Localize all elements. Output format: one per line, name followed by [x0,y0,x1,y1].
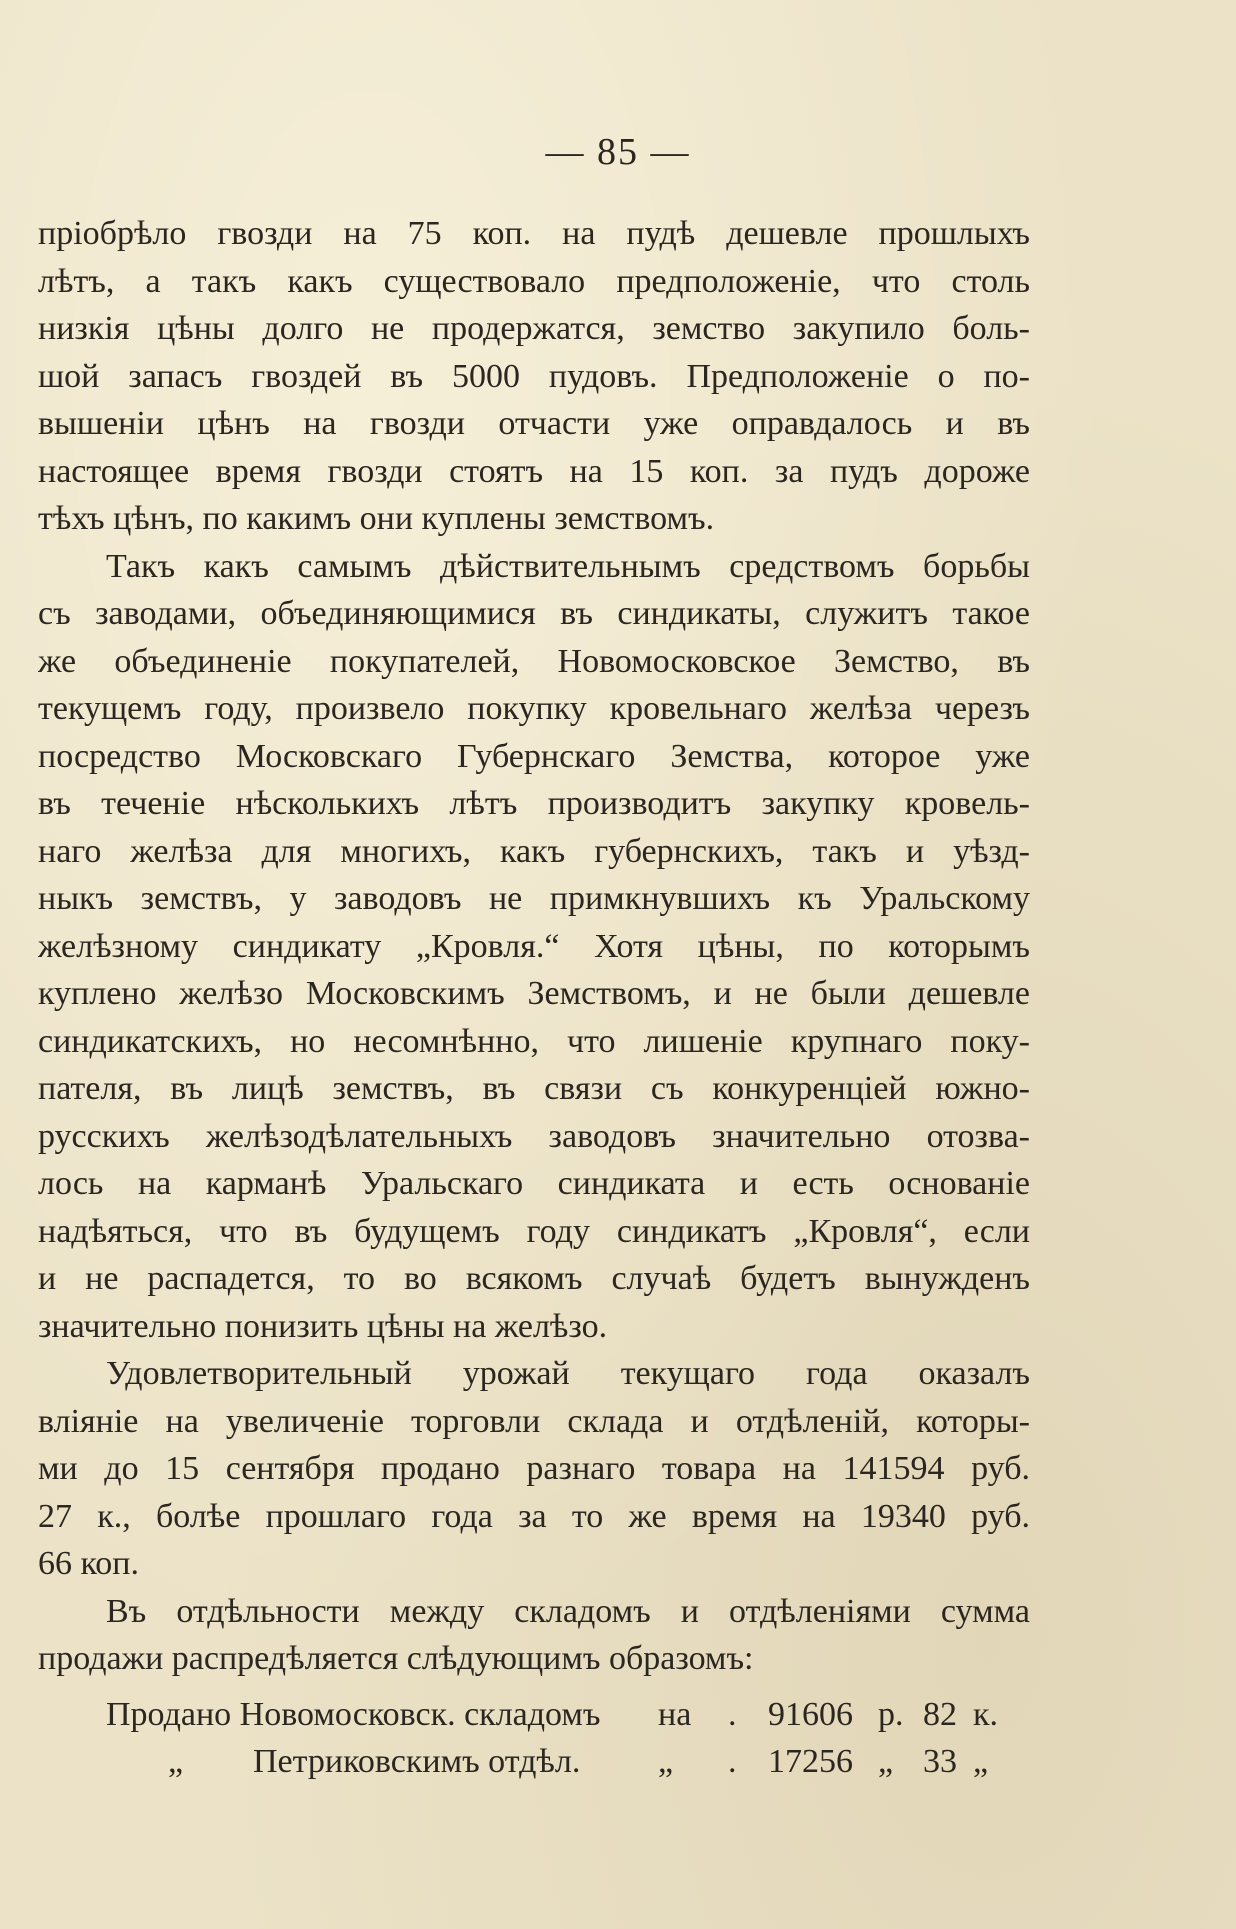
text-line: въ теченіе нѣсколькихъ лѣтъ производитъ закупку кровель- [38,785,1030,822]
text-line: пріобрѣло гвозди на 75 коп. на пудѣ дешевле прошлыхъ [38,215,1030,252]
text-line: надѣяться, что въ будущемъ году синдикатъ „Кровля“, если [38,1212,1030,1250]
text-line: низкія цѣны долго не продержатся, земство закупило боль- [38,310,1030,347]
text-line: текущемъ году, произвело покупку кровельнаго желѣза черезъ [38,690,1030,727]
sales-kopecks: 82 [923,1695,957,1733]
sales-leader-dot: . [728,1743,737,1780]
sales-kopecks-unit: к. [973,1695,999,1733]
text-line: настоящее время гвозди стоятъ на 15 коп. за пудъ дороже [38,452,1030,490]
text-line: Въ отдѣльности между складомъ и отдѣленіями сумма [106,1592,1030,1630]
text-line: наго желѣза для многихъ, какъ губернскихъ, такъ и уѣзд- [38,832,1030,870]
text-line: русскихъ желѣзодѣлательныхъ заводовъ значительно отозва- [38,1117,1030,1155]
sales-rubles-unit: „ [878,1743,894,1780]
sales-label: Петриковскимъ отдѣл. [253,1743,581,1780]
sales-rubles: 91606 [768,1695,853,1733]
text-line: синдикатскихъ, но несомнѣнно, что лишеніе крупнаго поку- [38,1022,1030,1060]
text-line: Удовлетворительный урожай текущаго года оказалъ [106,1355,1030,1392]
text-line: значительно понизить цѣны на желѣзо. [38,1307,608,1345]
sales-label: Продано Новомосковск. складомъ [106,1695,601,1733]
sales-rubles-unit: р. [878,1695,904,1733]
text-line: лѣтъ, а такъ какъ существовало предположеніе, что столь [38,262,1030,300]
sales-table [38,1691,1030,1786]
text-line: 27 к., болѣе прошлаго года за то же время на 19340 руб. [38,1497,1030,1535]
body-text [38,210,1030,1683]
text-line: 66 коп. [38,1545,139,1582]
text-line: же объединеніе покупателей, Новомосковское Земство, въ [38,642,1030,680]
sales-row [38,1738,1030,1786]
text-line: вышеніи цѣнъ на гвозди отчасти уже оправдалось и въ [38,405,1030,442]
text-line: пателя, въ лицѣ земствъ, въ связи съ конкуренціей южно- [38,1070,1030,1107]
text-line: желѣзному синдикату „Кровля.“ Хотя цѣны, по которымъ [38,927,1030,965]
sales-preposition: на [658,1695,692,1733]
text-line: Такъ какъ самымъ дѣйствительнымъ средствомъ борьбы [106,547,1030,585]
text-line: и не распадется, то во всякомъ случаѣ будетъ вынужденъ [38,1260,1030,1297]
text-line: посредство Московскаго Губернскаго Земства, которое уже [38,737,1030,775]
text-line: ныкъ земствъ, у заводовъ не примкнувшихъ къ Уральскому [38,880,1030,917]
text-line: шой запасъ гвоздей въ 5000 пудовъ. Предположеніе о по- [38,357,1030,395]
text-line: куплено желѣзо Московскимъ Земствомъ, и не были дешевле [38,975,1030,1012]
text-line: продажи распредѣляется слѣдующимъ образомъ: [38,1640,754,1677]
sales-row [38,1691,1030,1739]
text-line: тѣхъ цѣнъ, по какимъ они куплены земствомъ. [38,500,715,537]
sales-quote-mark: „ [168,1743,184,1780]
sales-kopecks: 33 [923,1743,957,1780]
text-line: ми до 15 сентября продано разнаго товара на 141594 руб. [38,1450,1030,1487]
sales-preposition: „ [658,1743,674,1780]
sales-kopecks-unit: „ [973,1743,989,1780]
sales-rubles: 17256 [768,1743,853,1780]
text-line: лось на карманѣ Уральскаго синдиката и есть основаніе [38,1165,1030,1202]
text-line: вліяніе на увеличеніе торговли склада и отдѣленій, которы- [38,1402,1030,1440]
page-number: — 85 — [545,131,691,173]
sales-leader-dot: . [728,1695,737,1733]
text-line: съ заводами, объединяющимися въ синдикаты, служитъ такое [38,595,1030,632]
